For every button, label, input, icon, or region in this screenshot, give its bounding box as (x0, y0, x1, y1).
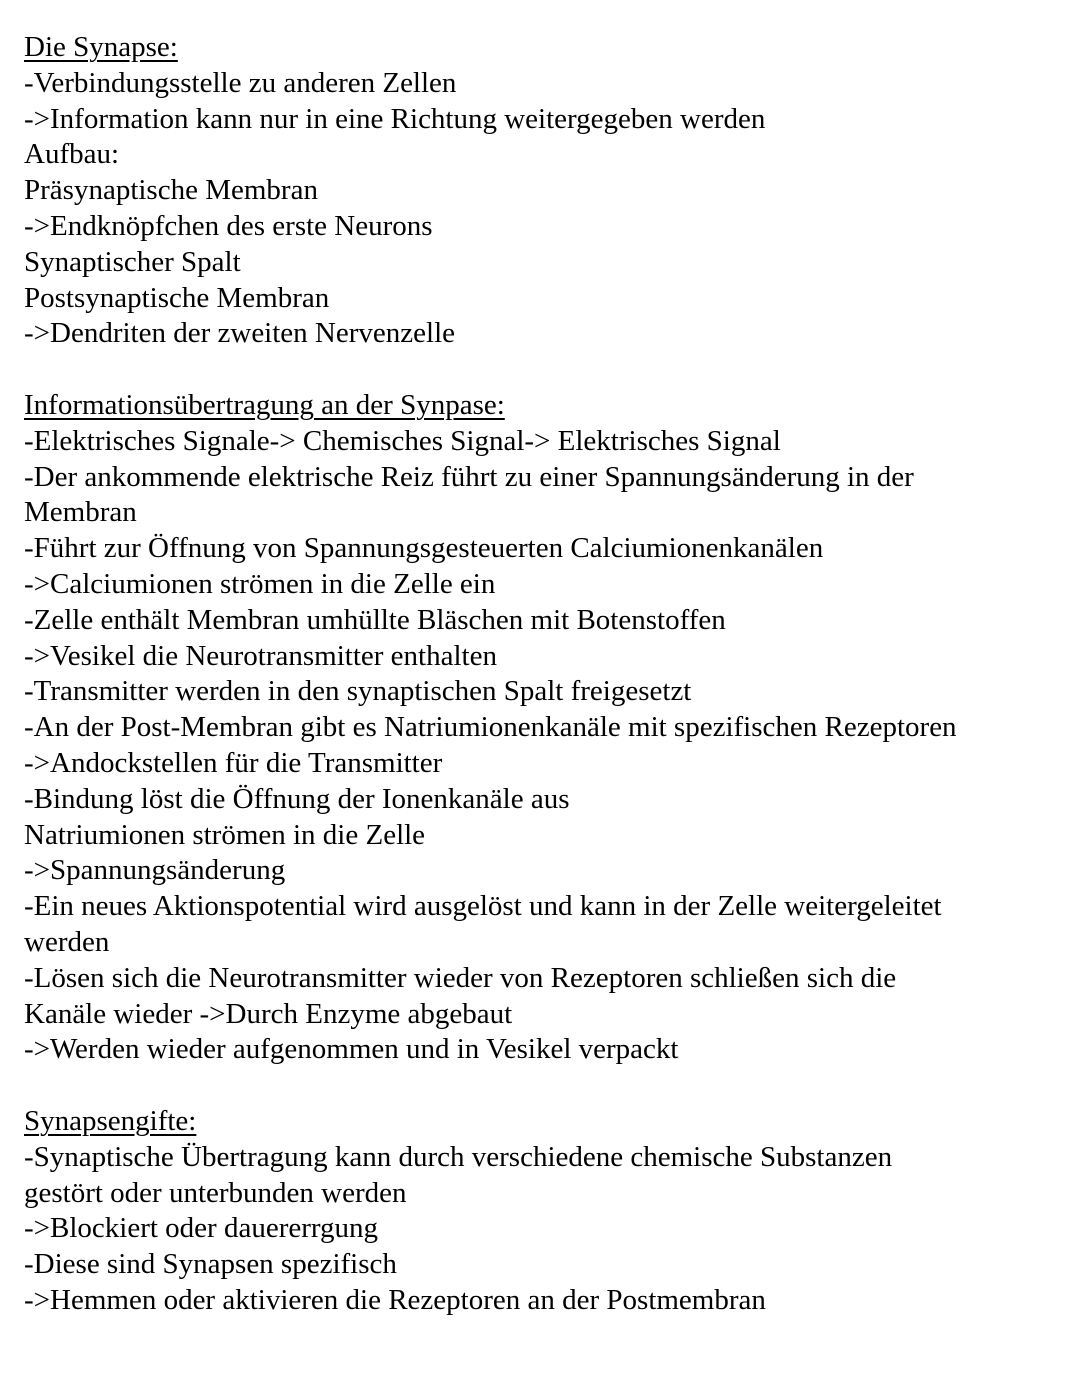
section-heading: Informationsübertragung an der Synpase: (24, 388, 505, 421)
text-line: -An der Post-Membran gibt es Natriumionenkanäle mit spezifischen Rezeptoren (24, 711, 957, 744)
text-line: -Synaptische Übertragung kann durch verschiedene chemische Substanzen (24, 1140, 893, 1173)
text-line: ->Dendriten der zweiten Nervenzelle (24, 317, 455, 350)
text-line: werden (24, 925, 110, 958)
blank-line (24, 352, 1080, 388)
text-line: -Lösen sich die Neurotransmitter wieder von Rezeptoren schließen sich die (24, 961, 897, 994)
text-line: gestört oder unterbunden werden (24, 1176, 407, 1209)
text-line: -Zelle enthält Membran umhüllte Bläschen mit Botenstoffen (24, 603, 726, 636)
text-line: ->Calciumionen strömen in die Zelle ein (24, 567, 496, 600)
section-heading: Synapsengifte: (24, 1104, 197, 1137)
text-line: Natriumionen strömen in die Zelle (24, 818, 426, 851)
text-line: Aufbau: (24, 138, 120, 171)
text-line: Kanäle wieder ->Durch Enzyme abgebaut (24, 997, 513, 1030)
text-line: ->Spannungsänderung (24, 854, 286, 887)
text-line: -Diese sind Synapsen spezifisch (24, 1248, 397, 1281)
text-line: ->Blockiert oder dauererrgung (24, 1212, 379, 1245)
text-line: Membran (24, 496, 137, 529)
blank-line (24, 1068, 1080, 1104)
text-line: ->Vesikel die Neurotransmitter enthalten (24, 639, 497, 672)
text-line: ->Werden wieder aufgenommen und in Vesikel verpackt (24, 1033, 679, 1066)
text-line: -Bindung löst die Öffnung der Ionenkanäle aus (24, 782, 570, 815)
section-die-synapse (24, 30, 1080, 352)
text-line: ->Endknöpfchen des erste Neurons (24, 209, 433, 242)
text-line: -Führt zur Öffnung von Spannungsgesteuerten Calciumionenkanälen (24, 532, 824, 565)
text-line: -Elektrisches Signale-> Chemisches Signal-> Elektrisches Signal (24, 424, 781, 457)
text-line: -Ein neues Aktionspotential wird ausgelöst und kann in der Zelle weitergeleitet (24, 890, 942, 923)
text-line: Synaptischer Spalt (24, 245, 241, 278)
text-line: ->Andockstellen für die Transmitter (24, 746, 443, 779)
text-line: Postsynaptische Membran (24, 281, 330, 314)
section-heading: Die Synapse: (24, 31, 178, 63)
text-line: -Transmitter werden in den synaptischen Spalt freigesetzt (24, 675, 692, 708)
text-line: Präsynaptische Membran (24, 174, 318, 207)
text-line: -Verbindungsstelle zu anderen Zellen (24, 66, 457, 99)
text-line: ->Hemmen oder aktivieren die Rezeptoren an der Postmembran (24, 1283, 766, 1316)
text-line: -Der ankommende elektrische Reiz führt zu einer Spannungsänderung in der (24, 460, 914, 493)
section-informationsuebertragung (24, 388, 1080, 1068)
section-synapsengifte (24, 1104, 1080, 1319)
text-line: ->Information kann nur in eine Richtung weitergegeben werden (24, 102, 766, 135)
